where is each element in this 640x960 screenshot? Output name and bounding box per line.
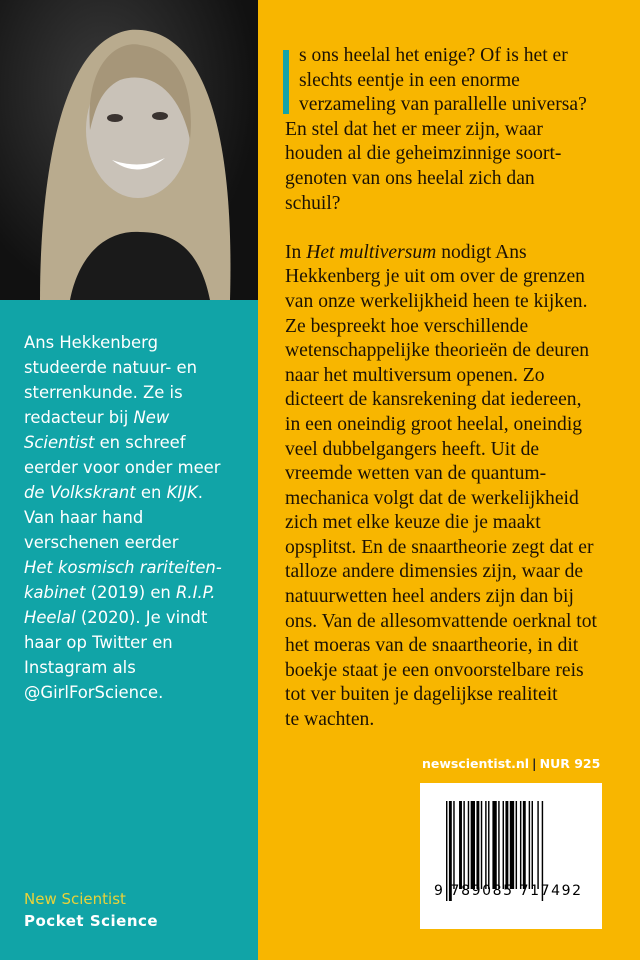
text-line — [24, 380, 222, 405]
text-run: nodigt Ans — [436, 241, 527, 263]
text-run: ons. Van de allesomvattende oerknal tot — [285, 610, 597, 632]
series-logo — [24, 888, 158, 932]
text-line — [24, 505, 222, 530]
text-run: s ons heelal het enige? Of is het er — [299, 45, 568, 66]
text-run: mechanica volgt dat de werkelijkheid — [285, 487, 579, 509]
italic-title: New — [133, 408, 170, 427]
author-panel — [0, 0, 258, 960]
text-run: In — [285, 241, 307, 263]
text-line — [285, 511, 597, 536]
text-line — [24, 480, 222, 505]
drop-cap-bar — [283, 50, 289, 114]
text-run: veel dubbelgangers heeft. Uit de — [285, 438, 540, 460]
text-run: (2020). Je vindt — [75, 608, 208, 627]
italic-title: kabinet — [24, 583, 86, 602]
text-run: Ze bespreekt hoe verschillende — [285, 315, 529, 337]
text-line — [285, 192, 597, 217]
text-line — [285, 339, 597, 364]
text-run: Instagram als — [24, 658, 136, 677]
text-line — [24, 605, 222, 630]
italic-title: de Volkskrant — [24, 483, 136, 502]
text-line — [285, 167, 597, 192]
text-run: naar het multiversum openen. Zo — [285, 364, 545, 386]
text-line — [285, 536, 597, 561]
text-run: en schreef — [94, 433, 186, 452]
text-line — [24, 405, 222, 430]
text-run: in een oneindig groot heelal, oneindig — [285, 413, 583, 435]
text-run: boekje staat je een onvoorstelbare reis — [285, 659, 584, 681]
text-line — [24, 655, 222, 680]
text-line — [285, 659, 597, 684]
text-line — [24, 630, 222, 655]
text-line — [285, 413, 597, 438]
barcode-bar — [532, 801, 533, 889]
text-line — [285, 634, 597, 659]
barcode-bar — [516, 801, 517, 889]
text-run: Ans Hekkenberg — [24, 333, 158, 352]
barcode-bar — [468, 801, 469, 889]
text-run: Van haar hand — [24, 508, 144, 527]
barcode-bar — [488, 801, 489, 889]
text-run: verzameling van parallelle universa? — [299, 94, 587, 116]
separator: | — [532, 756, 537, 771]
text-run: houden al die geheimzinnige soort- — [285, 143, 562, 165]
text-run: slechts eentje in een enorme — [299, 69, 520, 91]
text-line — [285, 683, 597, 708]
text-line — [285, 142, 597, 167]
italic-title: R.I.P. — [176, 583, 216, 602]
barcode-bar — [492, 801, 496, 889]
text-line — [24, 430, 222, 455]
nur-code: NUR 925 — [539, 756, 601, 771]
text-run: sterrenkunde. Ze is — [24, 383, 183, 402]
barcode-bar — [523, 801, 526, 889]
italic-title: KIJK — [166, 483, 198, 502]
text-run: verschenen eerder — [24, 533, 179, 552]
italic-title: Scientist — [24, 433, 95, 452]
barcode-bar — [485, 801, 486, 889]
text-line — [24, 455, 222, 480]
text-line — [24, 355, 222, 380]
barcode-bar — [481, 801, 482, 889]
text-run: tot ver buiten je dagelijkse realiteit — [285, 684, 558, 706]
text-line — [285, 585, 597, 610]
text-run: studeerde natuur- en — [24, 358, 197, 377]
text-run: wetenschappelijke theorieën de deuren — [285, 340, 590, 362]
text-run: te wachten. — [285, 709, 375, 731]
italic-title: Het kosmisch rariteiten- — [24, 558, 222, 577]
text-run: talloze andere dimensies zijn, waar de — [285, 561, 584, 583]
text-run: haar op Twitter en — [24, 633, 173, 652]
text-run: genoten van ons heelal zich dan — [285, 167, 535, 189]
website-link: newscientist.nl — [422, 756, 530, 771]
text-line — [285, 560, 597, 585]
text-line — [285, 388, 597, 413]
barcode-bar — [537, 801, 538, 889]
blurb — [285, 44, 597, 733]
text-line — [285, 241, 597, 266]
italic-title: Het multiversum — [306, 241, 437, 263]
text-run: van onze werkelijkheid heen te kijken. — [285, 290, 588, 312]
text-line — [285, 610, 597, 635]
text-line — [285, 364, 597, 389]
barcode-bar — [529, 801, 530, 889]
series-name: Pocket Science — [24, 912, 159, 930]
blurb-intro — [285, 44, 597, 216]
text-line — [285, 315, 597, 340]
text-line — [24, 330, 222, 355]
text-line — [285, 708, 597, 733]
series-brand: New Scientist — [24, 890, 126, 908]
text-run: en — [135, 483, 167, 502]
text-run: dicteert de kansrekening dat iedereen, — [285, 389, 582, 411]
text-run: natuurwetten heel anders zijn dan bij — [285, 586, 574, 608]
text-line — [285, 118, 597, 143]
isbn-number: 9 789085 717492 — [434, 883, 583, 899]
barcode-bar — [463, 801, 464, 889]
barcode-bar — [498, 801, 499, 889]
text-line — [285, 265, 597, 290]
blurb-body — [285, 241, 597, 733]
author-bio — [24, 330, 222, 705]
barcode-bar — [505, 801, 508, 889]
text-run: het moeras van de snaartheorie, in dit — [285, 635, 579, 657]
text-run: En stel dat het er meer zijn, waar — [285, 118, 543, 140]
text-run: schuil? — [285, 192, 341, 214]
text-run: vreemde wetten van de quantum- — [285, 463, 547, 485]
text-line — [285, 438, 597, 463]
author-photo — [0, 0, 258, 300]
text-line — [285, 487, 597, 512]
text-line — [285, 69, 597, 94]
barcode-bar — [510, 801, 514, 889]
italic-title: Heelal — [24, 608, 76, 627]
barcode-bar — [503, 801, 504, 889]
text-line — [285, 44, 597, 69]
text-run: (2019) en — [85, 583, 177, 602]
text-run: @GirlForScience. — [24, 683, 164, 702]
text-run: opsplitst. En de snaartheorie zegt dat er — [285, 536, 594, 558]
text-line — [24, 580, 222, 605]
text-run: eerder voor onder meer — [24, 458, 221, 477]
text-line — [285, 462, 597, 487]
text-line — [24, 530, 222, 555]
barcode-bar — [520, 801, 521, 889]
barcode — [420, 783, 602, 929]
text-run: Hekkenberg je uit om over de grenzen — [285, 266, 585, 288]
text-line — [24, 555, 222, 580]
barcode-bar — [459, 801, 462, 889]
text-run: . — [197, 483, 203, 502]
text-line — [24, 680, 222, 705]
text-run: zich met elke keuze die je maakt — [285, 512, 541, 534]
text-run: redacteur bij — [24, 408, 134, 427]
barcode-bar — [471, 801, 475, 889]
barcode-bar — [453, 801, 454, 889]
text-line — [285, 290, 597, 315]
publisher-info — [422, 756, 600, 771]
text-line — [285, 93, 597, 118]
barcode-bar — [476, 801, 479, 889]
